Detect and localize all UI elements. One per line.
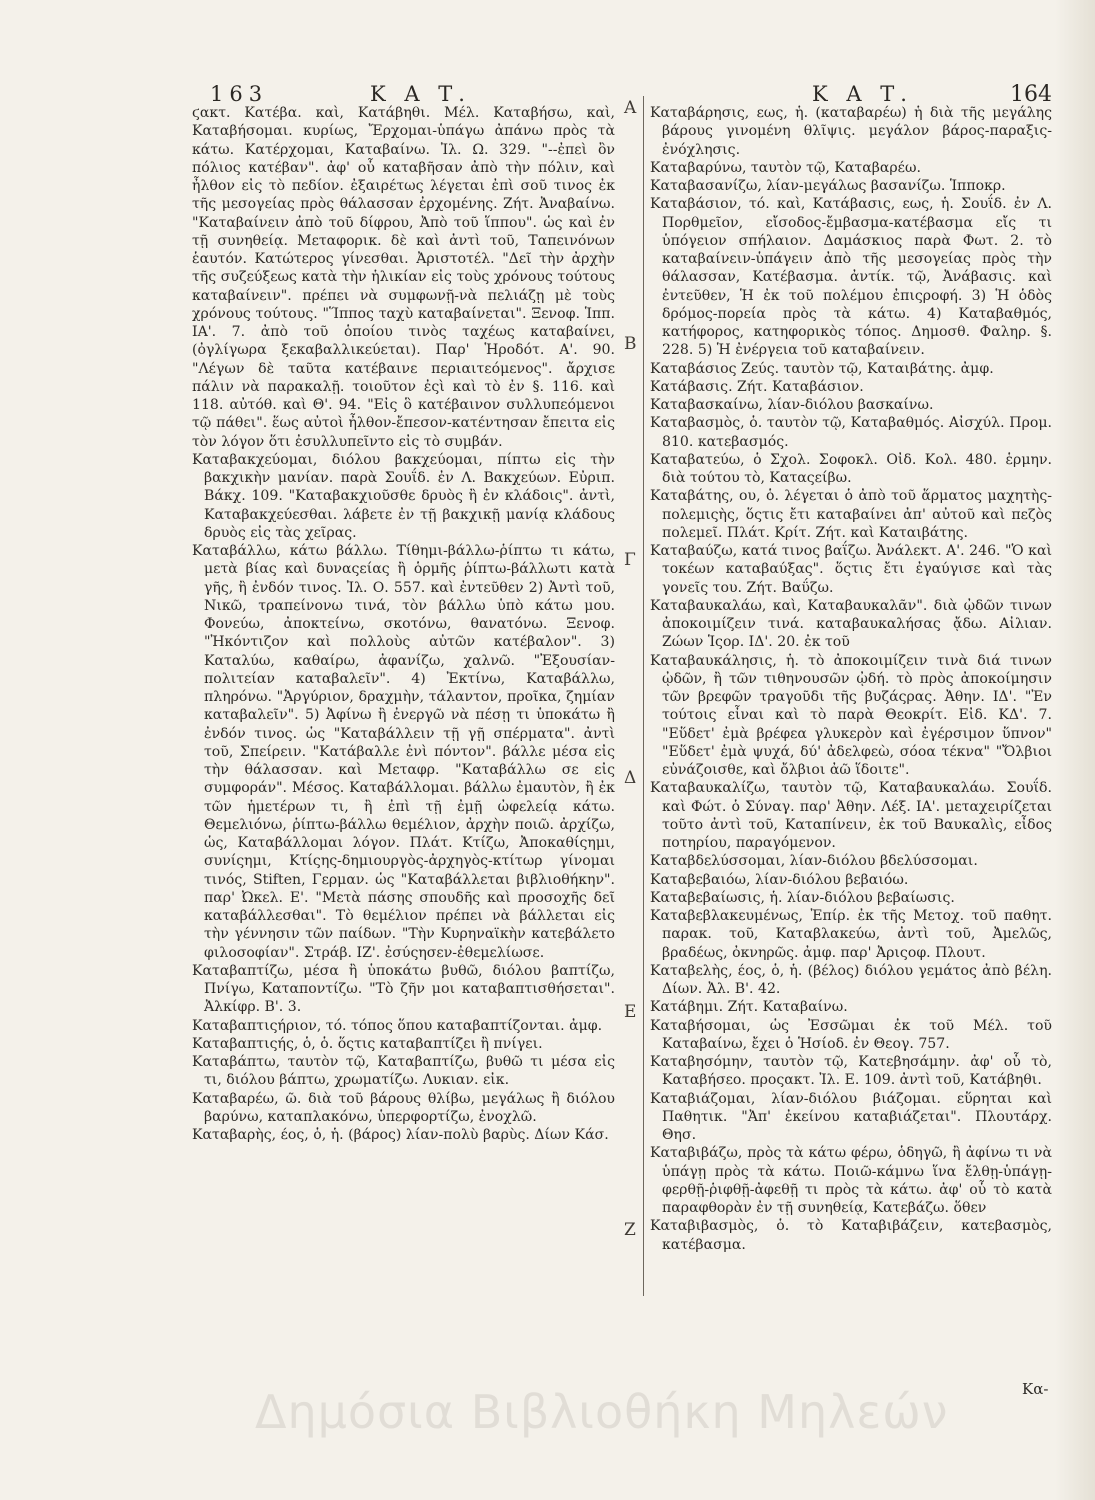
dictionary-entry: Καταβατεύω, ὁ Σχολ. Σοφοκλ. Οἰδ. Κολ. 480. ἑρμην. διὰ τούτου τὸ, Καταςείβω.	[650, 451, 1052, 486]
margin-letter: Α	[624, 98, 637, 118]
dictionary-entry: Καταβασανίζω, λίαν-μεγάλως βασανίζω. Ἱπποκρ.	[650, 178, 1006, 194]
margin-letter: Γ	[624, 550, 636, 570]
left-column	[192, 104, 615, 1144]
page-edge-shading	[1055, 0, 1095, 1500]
dictionary-entry: Καταβασκαίνω, λίαν-διόλου βασκαίνω.	[650, 397, 934, 413]
dictionary-entry: Κατάβημι. Ζήτ. Καταβαίνω.	[650, 999, 848, 1016]
dictionary-entry: Καταβιάζομαι, λίαν-διόλου βιάζομαι. εὕρηται καὶ Παθητικ. "Ἀπ' ἐκείνου καταβιάζεται". Πλουτάρχ. Θησ.	[650, 1090, 1052, 1143]
dictionary-entry: Καταβακχεύομαι, διόλου βακχεύομαι, πίπτω εἰς τὴν βακχικὴν μανίαν. παρὰ Σουΐδ. ἐν Λ. Βακχεύων. Εὐριπ. Βάκχ. 109. "Καταβακχιοῦσθε δρυὸς ἢ ἐν κλάδοις". ἀντὶ, Καταβακχεύεσθαι. λάβετε ἐν τῇ βακχικῇ μανίᾳ κλάδους δρυὸς εἰς τὰς χεῖρας.	[192, 451, 615, 541]
dictionary-entry: Καταβάρησις, εως, ἡ. (καταβαρέω) ἡ διὰ τῆς μεγάλης βάρους γινομένη θλῖψις. μεγάλον βάρος-παραξις-ἐνόχλησις.	[650, 105, 1052, 158]
margin-letter: Δ	[624, 768, 637, 788]
dictionary-entry: Καταβεβαιόω, λίαν-διόλου βεβαιόω.	[650, 871, 909, 888]
dictionary-entry: Καταβάτης, ου, ὁ. λέγεται ὁ ἀπὸ τοῦ ἅρματος μαχητὴς-πολεμιςὴς, ὅςτις ἔτι καταβαίνει ἀπ' αὐτοῦ καὶ πεζὸς πολεμεῖ. Πλάτ. Κρίτ. Ζήτ. καὶ Καταιβάτης.	[650, 488, 1052, 541]
dictionary-entry: Καταβαυκαλίζω, ταυτὸν τῷ, Καταβαυκαλάω. Σουΐδ. καὶ Φώτ. ὁ Σύναγ. παρ' Ἀθην. Λέξ. ΙΑ'. μεταχειρίζεται τοῦτο ἀντὶ τοῦ, Καταπίνειν, ἐκ τοῦ Βαυκαλὶς, εἶδος ποτηρίου, παραγόμενον.	[650, 780, 1052, 851]
dictionary-entry: Καταβαυκαλάω, καὶ, Καταβαυκαλᾶν". διὰ ᾠδῶν τινων ἀποκοιμίζειν τινά. καταβαυκαλήσας ᾄδω. Αἰλιαν. Ζώων Ἱςορ. ΙΔ'. 20. ἐκ τοῦ	[650, 597, 1052, 651]
dictionary-entry: Καταβαπτίζω, μέσα ἢ ὑποκάτω βυθῶ, διόλου βαπτίζω, Πνίγω, Καταποντίζω. "Τὸ ζῆν μοι καταβαπτισθήσεται". Ἀλκίφρ. Β'. 3.	[192, 962, 615, 1016]
dictionary-entry: Καταβάλλω, κάτω βάλλω. Τίθημι-βάλλω-ῥίπτω τι κάτω, μετὰ βίας καὶ δυναςείας ἢ ὁρμῆς ῥίπτω-βάλλωτι κατὰ γῆς, ἢ ἐνδόν τινος. Ἰλ. Ο. 557. καὶ ἐντεῦθεν 2) Ἀντὶ τοῦ, Νικῶ, τραπείνονω τινά, τὸν βάλλω ὑπὸ κάτω μου. Φονεύω, ἀποκτείνω, σκοτόνω, θανατόνω. Ξενοφ. "Ἠκόντιζον καὶ πολλοὺς αὐτῶν κατέβαλον". 3) Καταλύω, καθαίρω, ἀφανίζω, χαλνῶ. "Ἐξουσίαν-πολιτείαν καταβαλεῖν". 4) Ἐκτίνω, Καταβάλλω, πληρόνω. "Ἀργύριον, δραχμὴν, τάλαντον, προῖκα, ζημίαν καταβαλεῖν". 5) Ἀφίνω ἢ ἐνεργῶ νὰ πέσῃ τι ὑποκάτω ἢ ἐνδόν τινος. ὡς "Καταβάλλειν τῇ γῇ σπέρματα". ἀντὶ τοῦ, Σπείρειν. "Κατάβαλλε ἐνὶ πόντον". βάλλε μέσα εἰς τὴν θάλασσαν. καὶ Μεταφρ. "Καταβάλλω σε εἰς συμφοράν". Μέσος. Καταβάλλομαι. βάλλω ἐμαυτὸν, ἢ ἐκ τῶν ἡμετέρων τι, ἢ ἐπὶ τῇ ἐμῇ ὠφελείᾳ κάτω. Θεμελιόνω, ῥίπτω-βάλλω θεμέλιον, ἀρχὴν ποιῶ. ἀρχίζω, ὡς, Καταβάλλομαι λόγον. Πλάτ. Κτίζω, Ἀποκαθίςημι, συνίςημι, Κτίςης-δημιουργὸς-ἀρχηγὸς-κτίτωρ γίνομαι τινός, Stiften, Γερμαν. ὡς "Καταβάλλεται βιβλιοθήκην". παρ' Ὠκελ. Ε'. "Μετὰ πάσης σπουδῆς καὶ προσοχῆς δεῖ καταβάλλεσθαι". Τὸ θεμέλιον πρέπει νὰ βάλλεται εἰς τὴν γέννησιν τῶν παίδων. "Τὴν Κυρηναϊκὴν κατεβάλετο φιλοσοφίαν". Στράβ. ΙΖ'. ἐσύςησεν-ἐθεμελίωσε.	[192, 543, 615, 961]
dictionary-entry: Καταβάπτω, ταυτὸν τῷ, Καταβαπτίζω, βυθῶ τι μέσα εἰς τι, διόλου βάπτω, χρωματίζω. Λυκιαν. εἰκ.	[192, 1054, 615, 1089]
left-running-head: Κ Α Τ.	[370, 82, 471, 106]
dictionary-entry: Καταβαρύνω, ταυτὸν τῷ, Καταβαρέω.	[650, 159, 921, 176]
column-divider	[643, 96, 644, 1296]
dictionary-entry: Καταβήσομαι, ὡς Ἐσσῶμαι ἐκ τοῦ Μέλ. τοῦ Καταβαίνω, ἔχει ὁ Ἡσίοδ. ἐν Θεογ. 757.	[650, 1017, 1052, 1052]
right-running-head: Κ Α Τ.	[812, 82, 913, 106]
dictionary-entry: Καταβαπτιςής, ὁ, ὁ. ὅςτις καταβαπτίζει ἢ πνίγει.	[192, 1035, 543, 1052]
dictionary-entry: Καταβεβαίωσις, ἡ. λίαν-διόλου βεβαίωσις.	[650, 889, 955, 906]
dictionary-entry: Καταβαυκάλησις, ἡ. τὸ ἀποκοιμίζειν τινὰ διά τινων ᾠδῶν, ἢ τῶν τιθηνουσῶν ᾠδή. τὸ πρὸς ἀποκοίμησιν τῶν βρεφῶν τραγοῦδι τῆς βυζάςρας. Ἀθην. ΙΔ'. "Ἐν τούτοις εἶναι καὶ τὸ παρὰ Θεοκρίτ. Εἰδ. ΚΔ'. 7. "Εὕδετ' ἐμὰ βρέφεα γλυκερὸν καὶ ἐγέρσιμον ὕπνον" "Εὕδετ' ἐμὰ ψυχά, δύ' ἀδελφεὼ, σόοα τέκνα" "Ὄλβιοι εὐνάζοισθε, καὶ ὄλβιοι ἀῶ ἵδοιτε".	[650, 652, 1052, 778]
left-page-number: 163	[210, 82, 269, 106]
dictionary-entry: Καταβαπτιςήριον, τό. τόπος ὅπου καταβαπτίζονται. ἀμφ.	[192, 1017, 603, 1034]
dictionary-entry: Καταβιβασμὸς, ὁ. τὸ Καταβιβάζειν, κατεβασμὸς, κατέβασμα.	[650, 1218, 1052, 1253]
right-page-number: 164	[1010, 82, 1052, 107]
dictionary-entry: Κατάβασις. Ζήτ. Καταβάσιον.	[650, 378, 864, 395]
library-watermark: Δημόσια Βιβλιοθήκη Μηλεών	[255, 1385, 949, 1439]
right-column	[650, 104, 1052, 1254]
dictionary-entry: Καταβάσιος Ζεύς. ταυτὸν τῷ, Καταιβάτης. ἀμφ.	[650, 360, 994, 377]
dictionary-entry: Καταβαύζω, κατά τινος βαΐζω. Ἀνάλεκτ. Α'. 246. "Ὁ καὶ τοκέων καταβαύξας". ὅςτις ἔτι ἐγαύγισε καὶ τὰς γονεῖς του. Ζήτ. Βαΰζω.	[650, 543, 1052, 596]
dictionary-entry: Καταβασμὸς, ὁ. ταυτὸν τῷ, Καταβαθμός. Αἰσχύλ. Προμ. 810. κατεβασμός.	[650, 415, 1052, 450]
dictionary-entry: Καταβαρὴς, έος, ὁ, ἡ. (βάρος) λίαν-πολὺ βαρὺς. Δίων Κάσ.	[192, 1127, 609, 1143]
catchword: Κα-	[1022, 1380, 1049, 1398]
dictionary-entry: Καταβιβάζω, πρὸς τὰ κάτω φέρω, ὁδηγῶ, ἢ ἀφίνω τι νὰ ὑπάγῃ πρὸς τὰ κάτω. Ποιῶ-κάμνω ἵνα ἔλθῃ-ὑπάγῃ-φερθῇ-ῥιφθῇ-ἀφεθῇ τι πρὸς τὰ κάτω. ἀφ' οὗ τὸ κατὰ παραφθορὰν ἐν τῇ συνηθείᾳ, Κατεβάζω. ὅθεν	[650, 1145, 1052, 1216]
entry-continuation: ϛακτ. Κατέβα. καὶ, Κατάβηθι. Μέλ. Καταβήσω, καὶ, Καταβήσομαι. κυρίως, Ἔρχομαι-ὑπάγω ἀπάνω πρὸς τὰ κάτω. Κατέρχομαι, Καταβαίνω. Ἰλ. Ω. 329. "--ἐπεὶ ὂν πόλιος κατέβαν". ἀφ' οὗ καταβῆσαν ἀπὸ τὴν πόλιν, καὶ ἦλθον εἰς τὸ πεδίον. ἐξαιρέτως λέγεται ἐπὶ σοῦ τινος ἐκ τῆς μεσογείας πρὸς θάλασσαν ἐρχομένης. Ζήτ. Ἀναβαίνω. "Καταβαίνειν ἀπὸ τοῦ δίφρου, Ἀπὸ τοῦ ἵππου". ὡς καὶ ἐν τῇ συνηθείᾳ. Μεταφορικ. δὲ καὶ ἀντὶ τοῦ, Ταπεινόνων ἑαυτόν. Κατώτερος γίνεσθαι. Ἀριστοτέλ. "Δεῖ τὴν ἀρχὴν τῆς συζεύξεως κατὰ τὴν ἡλικίαν εἰς τοὺς χρόνους τούτους καταβαίνειν". πρέπει νὰ συμφωνῇ-νὰ πελιάζῃ μὲ τοὺς χρόνους τούτους. "Ἵππος ταχὺ καταβαίνεται". Ξενοφ. Ἱππ. ΙΑ'. 7. ἀπὸ τοῦ ὁποίου τινὸς ταχέως καταβαίνει, (ὀγλίγωρα ξεκαβαλλικεύεται). Παρ' Ἡροδότ. Α'. 90. "Λέγων δὲ ταῦτα κατέβαινε περιαιτεόμενος". ἄρχισε πάλιν νὰ παρακαλῇ. τοιοῦτον ἐςὶ καὶ τὸ ἐν §. 116. καὶ 118. αὐτόθ. καὶ Θ'. 94. "Εἰς ὃ κατέβαινον συλλυπεόμενοι τῷ πάθει". ἕως αὐτοὶ ἦλθον-ἔπεσον-κατέντησαν ἔπειτα εἰς τὸν λόγον ὅτι ἐσυλλυπεῖντο εἰς τὸ συμβάν.	[192, 105, 615, 450]
dictionary-entry: Καταβελὴς, έος, ὁ, ἡ. (βέλος) διόλου γεμάτος ἀπὸ βέλη. Δίων. Ἀλ. Β'. 42.	[650, 962, 1052, 997]
dictionary-entry: Καταβεβλακευμένως, Ἐπίρ. ἐκ τῆς Μετοχ. τοῦ παθητ. παρακ. τοῦ, Καταβλακεύω, ἀντὶ τοῦ, Ἀμελῶς, βραδέως, ὀκνηρῶς. ἀμφ. παρ' Ἀριςοφ. Πλουτ.	[650, 908, 1052, 961]
dictionary-entry: Καταβησόμην, ταυτὸν τῷ, Κατεβησάμην. ἀφ' οὗ τὸ, Καταβήσεο. προςακτ. Ἰλ. Ε. 109. ἀντὶ τοῦ, Κατάβηθι.	[650, 1054, 1052, 1089]
dictionary-entry: Καταβδελύσσομαι, λίαν-διόλου βδελύσσομαι.	[650, 853, 978, 870]
dictionary-entry: Καταβάσιον, τό. καὶ, Κατάβασις, εως, ἡ. Σουΐδ. ἐν Λ. Πορθμεῖον, εἴσοδος-ἔμβασμα-κατέβασμα εἴς τι ὑπόγειον σπήλαιον. Δαμάσκιος παρὰ Φωτ. 2. τὸ καταβαίνειν-ὑπάγειν ἀπὸ τῆς μεσογείας πρὸς τὴν θάλασσαν, Κατέβασμα. ἀντίκ. τῷ, Ἀνάβασις. καὶ ἐντεῦθεν, Ἡ ἐκ τοῦ πολέμου ἐπιςροφή. 3) Ἡ ὁδὸς δρόμος-πορεία πρὸς τὰ κάτω. 4) Καταβαθμός, κατήφορος, κατηφορικὸς τόπος. Δημοσθ. Φαληρ. §. 228. 5) Ἡ ἐνέργεια τοῦ καταβαίνειν.	[650, 196, 1052, 359]
margin-letter: Ζ	[624, 1220, 636, 1240]
dictionary-entry: Καταβαρέω, ῶ. διὰ τοῦ βάρους θλίβω, μεγάλως ἢ διόλου βαρύνω, καταπλακόνω, ὑπερφορτίζω, ἐνοχλῶ.	[192, 1090, 615, 1125]
margin-letter: Β	[624, 334, 637, 354]
margin-letter: Ε	[624, 1002, 637, 1022]
